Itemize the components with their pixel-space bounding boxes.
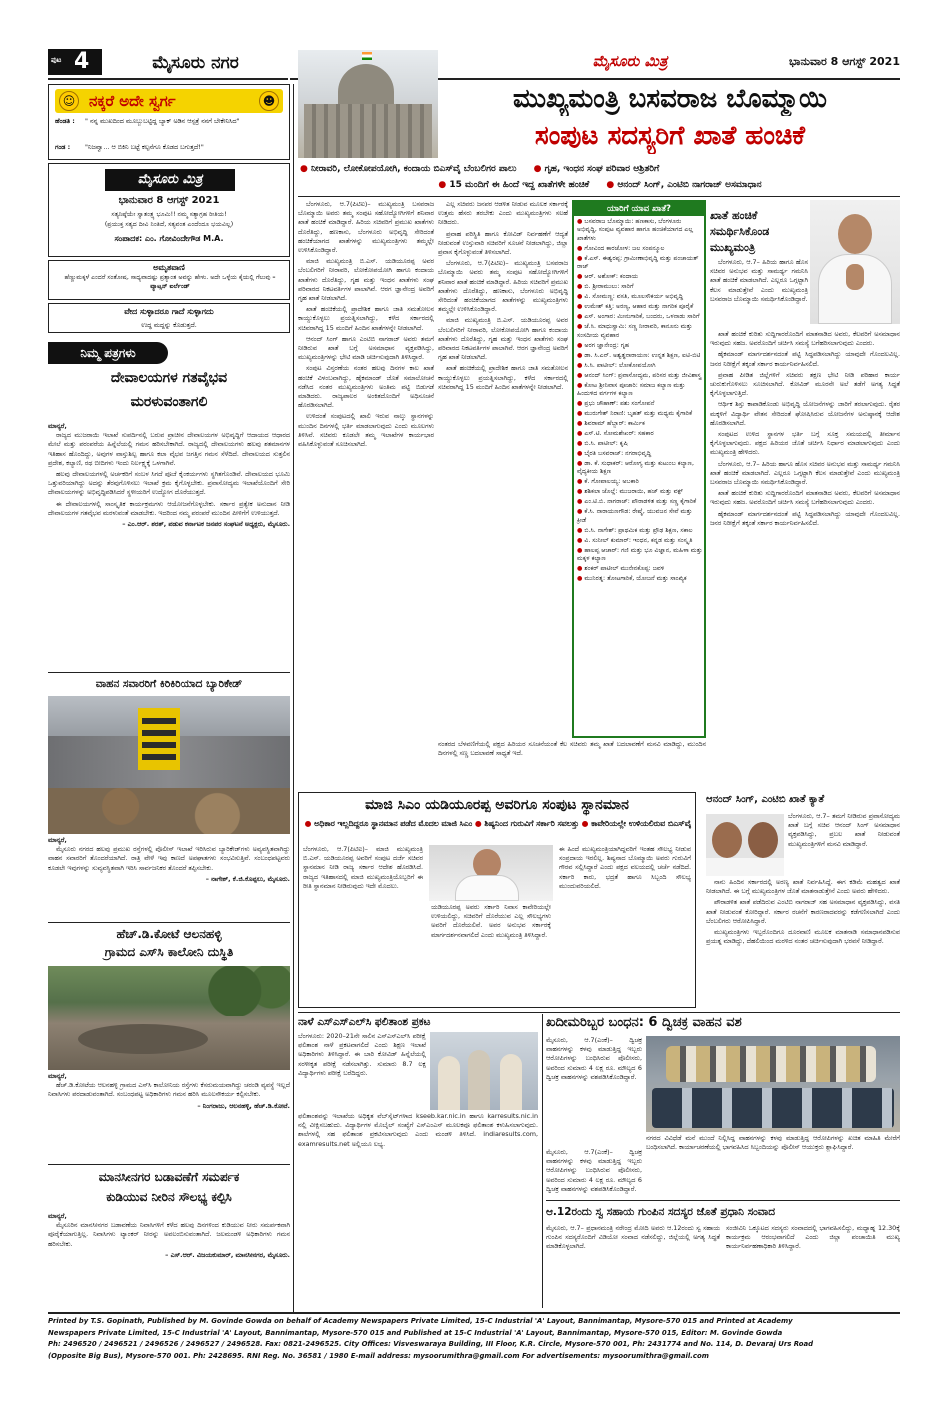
student-3: [500, 1054, 522, 1110]
lead-subhead-row-2: [300, 178, 900, 192]
letter1-rule: [48, 672, 290, 673]
portfolio-item: [577, 273, 703, 281]
cm-hands: [846, 264, 864, 290]
cm-para-4: ಪ್ರವಾಹ ಪೀಡಿತ ಜಿಲ್ಲೆಗಳಿಗೆ ಸಚಿವರು ತಕ್ಷಣ ಭೇಟಿ ನೀಡಿ ಪರಿಹಾರ ಕಾರ್ಯ ಚುರುಕುಗೊಳಿಸಲು ಸೂಚಿಸಲಾಗಿದೆ. ಕೋವಿಡ್ ಮೂರನೇ ಅಲೆ ತಡೆಗೆ ಅಗತ್ಯ ಸಿದ್ಧತೆ ಕೈಗೊಳ್ಳಲಾಗುತ್ತಿದೆ.: [710, 370, 900, 398]
anand-body-side: ಬೆಂಗಳೂರು, ಆ.7– ತಮಗೆ ನೀಡಿರುವ ಪ್ರವಾಸೋದ್ಯಮ ಖಾತೆ ಬಗ್ಗೆ ಸಚಿವ ಆನಂದ್ ಸಿಂಗ್ ಅಸಮಾಧಾನ ವ್ಯಕ್ತಪಡಿಸಿದ್ದು, ಪ್ರಬಲ ಖಾತೆ ನೀಡುವಂತೆ ಮುಖ್ಯಮಂತ್ರಿಗಳಿಗೆ ಮನವಿ ಮಾಡಿದ್ದಾರೆ.: [788, 812, 900, 848]
bullet-icon: ●: [577, 371, 585, 379]
bullet-icon: ●: [577, 460, 585, 468]
cm-para-6: ಸಂಪುಟದ ಉಳಿದ ಸ್ಥಾನಗಳ ಭರ್ತಿ ಬಗ್ಗೆ ಸೂಕ್ತ ಸಮಯದಲ್ಲಿ ತೀರ್ಮಾನ ಕೈಗೊಳ್ಳಲಾಗುವುದು. ಪಕ್ಷದ ಹಿರಿಯರ ಜೊತೆ ಚರ್ಚಿಸಿ ನಿರ್ಧಾರ ಮಾಡಲಾಗುವುದು ಎಂದು ಮುಖ್ಯಮಂತ್ರಿ ಹೇಳಿದರು.: [710, 430, 900, 457]
cm-head: [838, 214, 872, 254]
portfolio-item: [577, 527, 703, 535]
bsy-sub-1: ಅಧಿಕಾರ ಇಲ್ಲದಿದ್ದರೂ ಸ್ಥಾನಮಾನ ಪಡೆದ ಮೊದಲ ಮಾಜಿ ಸಿಎಂ: [314, 819, 473, 828]
portfolio-item-text: ವಿ. ಸುನೀಲ್ ಕುಮಾರ್: ಇಂಧನ, ಕನ್ನಡ ಮತ್ತು ಸಂಸ್ಕೃತಿ: [584, 536, 693, 544]
imprint-line-3: Ph: 2496520 / 2496521 / 2496526 / 2496527 / 2496528. Fax: 0821-2496525. City Offices: Visveswaraya Building, III Floor, K.R. Circle, Mysore-570 001, Ph: 2431774 and No. 114, D. Devaraj Urs Road: [48, 1340, 814, 1348]
portfolio-title: ಯಾರಿಗೆ ಯಾವ ಖಾತೆ?: [574, 202, 704, 216]
lead-col1-para-4: ಆನಂದ್ ಸಿಂಗ್ ಹಾಗೂ ಎಂಟಿಬಿ ನಾಗರಾಜ್ ಅವರು ತಮಗೆ ನೀಡಿರುವ ಖಾತೆ ಬಗ್ಗೆ ಅಸಮಾಧಾನ ವ್ಯಕ್ತಪಡಿಸಿದ್ದು, ಮುಖ್ಯಮಂತ್ರಿಗಳನ್ನು ಭೇಟಿ ಮಾಡಿ ಚರ್ಚಿಸುವುದಾಗಿ ತಿಳಿಸಿದ್ದಾರೆ.: [298, 334, 434, 362]
bsy-col-3: ಈ ಹಿಂದೆ ಮುಖ್ಯಮಂತ್ರಿಯಾಗಿದ್ದವರಿಗೆ ಇಂತಹ ಸೌಲಭ್ಯ ನೀಡುವ ಸಂಪ್ರದಾಯ ಇರಲಿಲ್ಲ. ಶಿಷ್ಯನಾದ ಬೊಮ್ಮಾಯಿ ಅವರು ಗುರುವಿಗೆ ಗೌರವ ಸಲ್ಲಿಸಿದ್ದಾರೆ ಎಂದು ಪಕ್ಷದ ವಲಯದಲ್ಲಿ ಚರ್ಚೆ ನಡೆದಿದೆ. ಸರ್ಕಾರಿ ಕಾರು, ಭದ್ರತೆ ಹಾಗೂ ಸಿಬ್ಬಂದಿ ಸೌಲಭ್ಯ ಮುಂದುವರಿಯಲಿದೆ.: [559, 845, 691, 890]
portfolio-item: [577, 440, 703, 448]
portfolio-item-text: ಬಿ. ಶ್ರೀರಾಮುಲು: ಸಾರಿಗೆ: [584, 283, 634, 291]
portfolio-item-text: ಸಿ.ಸಿ. ಪಾಟೀಲ್: ಲೋಕೋಪಯೋಗಿ: [584, 361, 656, 369]
page-number-block: [48, 49, 102, 75]
letter2-rule: [48, 922, 290, 923]
portfolio-item-text: ಕೆ. ಗೋಪಾಲಯ್ಯ: ಅಬಕಾರಿ: [584, 478, 639, 486]
imprint: [48, 1316, 900, 1364]
colony-road-photo: [48, 966, 290, 1070]
lead-sub-2: ಗೃಹ, ಇಂಧನ ಸಂಘ ಪರಿವಾರ ಆಶ್ರಿತರಿಗೆ: [544, 164, 660, 174]
lead-headline-2: ಸಂಪುಟ ಸದಸ್ಯರಿಗೆ ಖಾತೆ ಹಂಚಿಕೆ: [534, 121, 806, 151]
page-number: 4: [74, 49, 90, 74]
bullet-icon: ●: [533, 164, 542, 174]
joke-speaker-1: ಹೆಂಡತಿ :: [55, 117, 75, 125]
bullet-icon: ●: [577, 313, 585, 321]
letter4-body: [48, 1212, 290, 1308]
portfolio-item: [577, 342, 703, 350]
cm-para-9: ಹೈಕಮಾಂಡ್ ಮಾರ್ಗದರ್ಶನದಂತೆ ಪಟ್ಟಿ ಸಿದ್ಧಪಡಿಸಲಾಗಿದ್ದು ಯಾವುದೇ ಗೊಂದಲವಿಲ್ಲ. ಜನರ ನಿರೀಕ್ಷೆಗೆ ತಕ್ಕಂತೆ ಸರ್ಕಾರ ಕಾರ್ಯನಿರ್ವಹಿಸಲಿದೆ.: [710, 509, 900, 527]
portfolio-item-text: ಶಂಕರ್ ಪಾಟೀಲ್ ಮುನೇನಕೊಪ್ಪ: ಜವಳಿ: [584, 565, 665, 573]
letter1-para-2: ಹಲವು ದೇವಾಲಯಗಳಲ್ಲಿ ಅರ್ಚಕರಿಗೆ ಸಂಬಳ ಸಿಗದೆ ಪೂಜೆ ಕೈಂಕರ್ಯಗಳು ಸ್ಥಗಿತಗೊಂಡಿವೆ. ದೇವಾಲಯದ ಭೂಮಿ ಒತ್ತುವರಿಯಾಗಿದ್ದು ಅದನ್ನು ತೆರವುಗೊಳಿಸಲು ಇಲಾಖೆ ಕ್ರಮ ಕೈಗೊಳ್ಳಬೇಕು. ಪ್ರವಾಸೋದ್ಯಮ ಇಲಾಖೆಯೊಂದಿಗೆ ಸೇರಿ ದೇವಾಲಯಗಳನ್ನು ಅಭಿವೃದ್ಧಿಪಡಿಸಿದರೆ ಸ್ಥಳೀಯರಿಗೆ ಉದ್ಯೋಗ ದೊರೆಯುತ್ತದೆ.: [48, 470, 290, 497]
portfolio-item: [577, 488, 703, 496]
letter1-para-1: ರಾಜ್ಯದ ಮುಜರಾಯಿ ಇಲಾಖೆ ಸುಪರ್ದಿನಲ್ಲಿ ಬರುವ ಪ್ರಾಚೀನ ದೇವಾಲಯಗಳ ಅಭಿವೃದ್ಧಿಗೆ ಆದಾಯದ ಆಧಾರದ ಮೇಲೆ ಮತ್ತು ಪರಂಪರೆಯ ಹಿನ್ನೆಲೆಯಲ್ಲಿ ಗಮನ ಹರಿಸಬೇಕಾಗಿದೆ. ರಾಜ್ಯದಲ್ಲಿ ದೇವಾಲಯಗಳು ಹಲವು ಶತಮಾನಗಳ ಇತಿಹಾಸ ಹೊಂದಿದ್ದು, ಅವುಗಳ ವಾಸ್ತುಶಿಲ್ಪ ಹಾಗೂ ಕಲಾ ವೈಭವ ಜಗತ್ತಿನ ಗಮನ ಸೆಳೆದಿದೆ. ದೇವಾಲಯದ ಸುತ್ತಲಿನ ಪ್ರದೇಶ, ಕಲ್ಯಾಣಿ, ರಥ ಬೀದಿಗಳು ಇಂದು ನಿರ್ಲಕ್ಷ್ಯಕ್ಕೆ ಒಳಗಾಗಿವೆ.: [48, 431, 290, 467]
cm-headline-3: ಮುಖ್ಯಮಂತ್ರಿ: [710, 241, 756, 254]
left-column-divider: [293, 84, 294, 1312]
quote-author: – ವ್ಯಾಟ್ಸನ್ ಐರ್ಲೆಂಡ್: [150, 274, 276, 290]
bullet-icon: ●: [577, 400, 585, 408]
lead-column-1: [298, 200, 434, 734]
cm-para-2: ಖಾತೆ ಹಂಚಿಕೆ ಕುರಿತು ಸುದ್ದಿಗಾರರೊಂದಿಗೆ ಮಾತನಾಡಿದ ಅವರು, ಕೆಲವರಿಗೆ ಅಸಮಾಧಾನ ಇರುವುದು ಸಹಜ. ಅವರೊಂದಿಗೆ ಚರ್ಚಿಸಿ ಸಮಸ್ಯೆ ಬಗೆಹರಿಸಲಾಗುವುದು ಎಂದರು.: [710, 330, 900, 348]
muddy-water: [78, 1024, 208, 1054]
joke-box: [48, 84, 290, 160]
portfolio-item: [577, 245, 703, 253]
theft-col-3: ಮೈಸೂರು, ಆ.7(ಎಂಕೆ)– ದ್ವಿಚಕ್ರ ವಾಹನಗಳನ್ನು ಕಳವು ಮಾಡುತ್ತಿದ್ದ ಇಬ್ಬರು ಆರೋಪಿಗಳನ್ನು ಬಂಧಿಸಿರುವ ಪೊಲೀಸರು, ಅವರಿಂದ ಸುಮಾರು 4 ಲಕ್ಷ ರೂ. ಮೌಲ್ಯದ 6 ದ್ವಿಚಕ್ರ ವಾಹನಗಳನ್ನು ವಶಪಡಿಸಿಕೊಂಡಿದ್ದಾರೆ.: [546, 1148, 642, 1193]
portfolio-item-text: ಎಂ.ಟಿ.ಬಿ. ನಾಗರಾಜ್: ಪೌರಾಡಳಿತ ಮತ್ತು ಸಣ್ಣ ಕೈಗಾರಿಕೆ: [584, 498, 697, 506]
portfolio-item-text: ಬಸವರಾಜ ಬೊಮ್ಮಾಯಿ: ಹಣಕಾಸು, ಬೆಂಗಳೂರು ಅಭಿವೃದ್ಧಿ, ಸಂಪುಟ ವ್ಯವಹಾರ ಹಾಗೂ ಹಂಚಿಕೆಯಾಗದ ಎಲ್ಲ ಖಾತೆಗಳು: [577, 218, 694, 242]
theft-rule: [546, 1200, 900, 1201]
bullet-icon: ●: [577, 361, 585, 369]
theft-col-1: ಮೈಸೂರು, ಆ.7(ಎಂಕೆ)– ದ್ವಿಚಕ್ರ ವಾಹನಗಳನ್ನು ಕಳವು ಮಾಡುತ್ತಿದ್ದ ಇಬ್ಬರು ಆರೋಪಿಗಳನ್ನು ಬಂಧಿಸಿರುವ ಪೊಲೀಸರು, ಅವರಿಂದ ಸುಮಾರು 4 ಲಕ್ಷ ರೂ. ಮೌಲ್ಯದ 6 ದ್ವಿಚಕ್ರ ವಾಹನಗಳನ್ನು ವಶಪಡಿಸಿಕೊಂಡಿದ್ದಾರೆ.: [546, 1036, 642, 1081]
quote-box: [48, 260, 290, 300]
sslc-divider: [542, 1014, 543, 1308]
lead-subhead-row-1: [300, 162, 900, 176]
bullet-icon: ●: [577, 508, 585, 516]
portfolio-item: [577, 537, 703, 545]
laughing-face-icon: ☺: [59, 91, 79, 111]
joke-title-bar: [55, 89, 283, 113]
bullet-icon: ●: [577, 440, 585, 448]
portfolio-item: [577, 547, 703, 564]
portfolio-item-text: ಬೈರತಿ ಬಸವರಾಜ್: ನಗರಾಭಿವೃದ್ಧಿ: [584, 450, 652, 458]
portfolio-item: [577, 218, 703, 243]
bullet-icon: ●: [577, 430, 585, 438]
portfolio-item-text: ಉಮೇಶ್ ಕತ್ತಿ: ಅರಣ್ಯ, ಆಹಾರ ಮತ್ತು ನಾಗರಿಕ ಪೂರೈಕೆ: [584, 303, 694, 311]
lead-col2-para-5: ಖಾತೆ ಹಂಚಿಕೆಯಲ್ಲಿ ಪ್ರಾದೇಶಿಕ ಹಾಗೂ ಜಾತಿ ಸಮತೋಲನ ಕಾಯ್ದುಕೊಳ್ಳಲು ಪ್ರಯತ್ನಿಸಲಾಗಿದ್ದು, ಕಳೆದ ಸರ್ಕಾರದಲ್ಲಿ ಸಚಿವರಾಗಿದ್ದ 15 ಮಂದಿಗೆ ಹಿಂದಿನ ಖಾತೆಗಳನ್ನೇ ನೀಡಲಾಗಿದೆ.: [438, 364, 568, 391]
sslc-col-2: ಫಲಿತಾಂಶವನ್ನು ಇಲಾಖೆಯ ಅಧಿಕೃತ ವೆಬ್‌ಸೈಟ್‌ಗಳಾದ kseeb.kar.nic.in ಹಾಗೂ karresults.nic.in ನಲ್ಲಿ ವೀಕ್ಷಿಸಬಹುದು. ವಿದ್ಯಾರ್ಥಿಗಳ ಮೊಬೈಲ್ ಸಂಖ್ಯೆಗೆ ಎಸ್‌ಎಂಎಸ್ ಮೂಲಕವೂ ಫಲಿತಾಂಶ ಕಳುಹಿಸಲಾಗುವುದು. ಶಾಲೆಗಳಲ್ಲಿ ಸಹ ಫಲಿತಾಂಶ ಪ್ರಕಟಿಸಲಾಗುವುದು ಎಂದು ಮಂಡಳಿ ತಿಳಿಸಿದೆ. indiaresults.com, examresults.net ಅಲ್ಲಿಯೂ ಲಭ್ಯ.: [298, 1112, 538, 1148]
cm-para-8: ಖಾತೆ ಹಂಚಿಕೆ ಕುರಿತು ಸುದ್ದಿಗಾರರೊಂದಿಗೆ ಮಾತನಾಡಿದ ಅವರು, ಕೆಲವರಿಗೆ ಅಸಮಾಧಾನ ಇರುವುದು ಸಹಜ. ಅವರೊಂದಿಗೆ ಚರ್ಚಿಸಿ ಸಮಸ್ಯೆ ಬಗೆಹರಿಸಲಾಗುವುದು ಎಂದರು.: [710, 489, 900, 507]
anand-para-2: ನಾನು ಹಿಂದಿನ ಸರ್ಕಾರದಲ್ಲಿ ಅರಣ್ಯ ಖಾತೆ ನಿರ್ವಹಿಸಿದ್ದೆ. ಈಗ ಕಡಿಮೆ ಮಹತ್ವದ ಖಾತೆ ನೀಡಲಾಗಿದೆ. ಈ ಬಗ್ಗೆ ಮುಖ್ಯಮಂತ್ರಿಗಳ ಜೊತೆ ಮಾತನಾಡುತ್ತೇನೆ ಎಂದು ಅವರು ಹೇಳಿದರು.: [706, 878, 900, 896]
letter1-headline-1: ದೇವಾಲಯಗಳ ಗತವೈಭವ: [110, 370, 228, 386]
bullet-icon: ●: [577, 410, 585, 418]
lead-sub-3: 15 ಮಂದಿಗೆ ಈ ಹಿಂದೆ ಇದ್ದ ಖಾತೆಗಳೇ ಹಂಚಿಕೆ: [449, 180, 590, 190]
letter1-headline-2: ಮರಳುವಂತಾಗಲಿ: [130, 394, 208, 410]
portfolio-item: [577, 508, 703, 525]
portfolio-item-text: ಹಾಲಪ್ಪ ಆಚಾರ್: ಗಣಿ ಮತ್ತು ಭೂ ವಿಜ್ಞಾನ, ಮಹಿಳಾ ಮತ್ತು ಮಕ್ಕಳ ಕಲ್ಯಾಣ: [577, 546, 703, 563]
anand-para-3: ಪೌರಾಡಳಿತ ಖಾತೆ ಪಡೆದಿರುವ ಎಂಟಿಬಿ ನಾಗರಾಜ್ ಸಹ ಅಸಮಾಧಾನ ವ್ಯಕ್ತಪಡಿಸಿದ್ದು, ವಸತಿ ಖಾತೆ ನೀಡುವಂತೆ ಕೋರಿದ್ದಾರೆ. ಸರ್ಕಾರ ರಚನೆಗೆ ಕಾರಣರಾದವರನ್ನು ಕಡೆಗಣಿಸಲಾಗಿದೆ ಎಂದು ಬೆಂಬಲಿಗರು ಆರೋಪಿಸಿದ್ದಾರೆ.: [706, 898, 900, 925]
portfolio-item-text: ಆನಂದ್ ಸಿಂಗ್: ಪ್ರವಾಸೋದ್ಯಮ, ಪರಿಸರ ಮತ್ತು ಜೀವಿಶಾಸ್ತ್ರ: [584, 371, 702, 379]
bullet-icon: ●: [581, 819, 589, 828]
letter1-salutation: ಮಾನ್ಯರೆ,: [48, 422, 67, 430]
portfolio-item: [577, 430, 703, 438]
letter1-body: [48, 422, 290, 670]
theft-headline: ಖದೀಮರಿಬ್ಬರ ಬಂಧನ: 6 ದ್ವಿಚಕ್ರ ವಾಹನ ವಶ: [546, 1015, 742, 1030]
bsy-portrait-photo: [429, 845, 553, 901]
sslc-headline: ನಾಳೆ ಎಸ್‌ಎಸ್‌ಎಲ್‌ಸಿ ಫಲಿತಾಂಶ ಪ್ರಕಟ: [298, 1016, 431, 1028]
police-group: [666, 1046, 876, 1082]
portfolio-item: [577, 450, 703, 458]
bullet-icon: ●: [577, 351, 585, 359]
letter2-text: ಮೈಸೂರು ನಗರದ ಹಲವು ಪ್ರಮುಖ ರಸ್ತೆಗಳಲ್ಲಿ ಪೊಲೀಸ್ ಇಲಾಖೆ ಇರಿಸಿರುವ ಬ್ಯಾರಿಕೇಡ್‌ಗಳು ಅವ್ಯವಸ್ಥಿತವಾಗಿದ್ದು ವಾಹನ ಸವಾರರಿಗೆ ತೊಂದರೆಯಾಗಿದೆ. ರಾತ್ರಿ ವೇಳೆ ಇವು ಕಾಣದೆ ಅಪಘಾತಗಳು ಸಂಭವಿಸುತ್ತಿವೆ. ಸಂಬಂಧಪಟ್ಟವರು ಕೂಡಲೇ ಇವುಗಳನ್ನು ಸುವ್ಯವಸ್ಥಿತವಾಗಿ ಇರಿಸಿ ಸಾರ್ವಜನಿಕರ ತೊಂದರೆ ತಪ್ಪಿಸಬೇಕು.: [48, 845, 290, 872]
bullet-icon: ●: [577, 450, 585, 458]
portfolio-item-text: ಜೆ.ಸಿ. ಮಾಧುಸ್ವಾಮಿ: ಸಣ್ಣ ನೀರಾವರಿ, ಕಾನೂನು ಮತ್ತು ಸಂಸದೀಯ ವ್ಯವಹಾರ: [577, 323, 693, 339]
portfolio-item: [577, 478, 703, 486]
letter4-headline-1: ಮಾನಸೀನಗರ ಬಡಾವಣೆಗೆ ಸಮರ್ಪಕ: [98, 1170, 240, 1184]
lead-sub-4: ಆನಂದ್ ಸಿಂಗ್, ಎಂಟಿಬಿ ನಾಗರಾಜ್ ಅಸಮಾಧಾನ: [617, 180, 762, 190]
lead-col2-para-4: ಮಾಜಿ ಮುಖ್ಯಮಂತ್ರಿ ಬಿ.ಎಸ್. ಯಡಿಯೂರಪ್ಪ ಅವರ ಬೆಂಬಲಿಗರಿಗೆ ನೀರಾವರಿ, ಲೋಕೋಪಯೋಗಿ ಹಾಗೂ ಕಂದಾಯ ಖಾತೆಗಳು ದೊರೆತಿದ್ದು, ಗೃಹ ಮತ್ತು ಇಂಧನ ಖಾತೆಗಳು ಸಂಘ ಪರಿವಾರದ ನಿಕಟವರ್ತಿಗಳ ಪಾಲಾಗಿವೆ. ಆರಗ ಜ್ಞಾನೇಂದ್ರ ಅವರಿಗೆ ಗೃಹ ಖಾತೆ ನೀಡಲಾಗಿದೆ.: [438, 316, 568, 362]
lead-sub-1: ನೀರಾವರಿ, ಲೋಕೋಪಯೋಗಿ, ಕಂದಾಯ ಬಿಎಸ್‌ವೈ ಬೆಂಬಲಿಗರ ಪಾಲು: [311, 164, 517, 174]
student-2: [468, 1050, 490, 1110]
proverb-line-2: ಉದ್ಧ ಮದ್ದನ್ನು ಕೊಡುತ್ತದೆ.: [141, 321, 197, 329]
bullet-icon: ●: [577, 244, 585, 252]
bsy-headline: ಮಾಜಿ ಸಿಎಂ ಯಡಿಯೂರಪ್ಪ ಅವರಿಗೂ ಸಂಪುಟ ಸ್ಥಾನಮಾನ: [365, 797, 629, 813]
quote-body: ಹೆಣ್ಣುಮಕ್ಕಳೆ ಎಂದರೆ ಸಂತೋಷ, ಸಾಧ್ಯವಾದಷ್ಟು ಪ್ರತ್ಯಾಂತ ಅವನ್ನು ಹೇಳು. ಅದೇ ಒಳ್ಳೆಯ ಕೈಯಲ್ಲಿ ಗೆಲುವು: [64, 274, 271, 281]
paper-editor: ಸಂಪಾದಕ: ಎಂ. ಗೋವಿಂದೇಗೌಡ M.A.: [114, 234, 224, 243]
portfolio-item: [577, 313, 703, 321]
letter1-para-3: ಈ ದೇವಾಲಯಗಳಲ್ಲಿ ಸಾಂಸ್ಕೃತಿಕ ಕಾರ್ಯಕ್ರಮಗಳು ಆಯೋಜನೆಗೊಳ್ಳಬೇಕು. ಸರ್ಕಾರ ಪ್ರತ್ಯೇಕ ಅನುದಾನ ನೀಡಿ ದೇವಾಲಯಗಳ ಗತವೈಭವ ಮರಳುವಂತೆ ಮಾಡಬೇಕು. ಇದರಿಂದ ನಮ್ಮ ಪರಂಪರೆ ಮುಂದಿನ ಪೀಳಿಗೆಗೆ ಉಳಿಯುತ್ತದೆ.: [48, 499, 290, 517]
bsy-story: [298, 792, 696, 1008]
lead-column-2: [438, 200, 568, 734]
joke-text-1: " ನನ್ನ ಮುಖದಿಂದ ಮೂಬ್ಬುಬಟ್ಟಿದ್ದ ಬ್ಯಾಕ್‌ ಅಡಿನ ಆಸ್ಪತ್ರೆ ನನಗೆ ಬೇಕೇನಿಸಿದ": [85, 117, 240, 125]
portfolio-item: [577, 303, 703, 311]
letter3-text: ಹೆಚ್.ಡಿ.ಕೋಟೆಯ ಆಲನಹಳ್ಳಿ ಗ್ರಾಮದ ಎಸ್‌ಸಿ ಕಾಲೋನಿಯ ರಸ್ತೆಗಳು ಕೆಸರುಮಯವಾಗಿದ್ದು ಚರಂಡಿ ವ್ಯವಸ್ಥೆ ಇಲ್ಲದೆ ನಿವಾಸಿಗಳು ಪರದಾಡುವಂತಾಗಿದೆ. ಸಂಬಂಧಪಟ್ಟ ಅಧಿಕಾರಿಗಳು ಗಮನ ಹರಿಸಿ ಮೂಲಸೌಕರ್ಯ ಕಲ್ಪಿಸಬೇಕು.: [48, 1081, 290, 1099]
bullet-icon: ●: [577, 536, 585, 544]
letter3-rule: [48, 1164, 290, 1165]
portfolio-list: [577, 218, 703, 585]
bullet-icon: ●: [304, 819, 312, 828]
portfolio-item: [577, 382, 703, 399]
paper-tagline-1: ಸತ್ಯನಿಷ್ಠೆಯೇ ಸ್ವಾತಂತ್ರ್ಯ ಭೂಮಿ!! ನಮ್ಮ ಸತ್ಯಾಗ್ರಹ ರೀತಿಯ!: [111, 211, 227, 218]
portfolio-item-text: ಮುರುಗೇಶ್ ನಿರಾಣಿ: ಬೃಹತ್ ಮತ್ತು ಮಧ್ಯಮ ಕೈಗಾರಿಕೆ: [584, 410, 693, 418]
bsy-col-1: ಬೆಂಗಳೂರು, ಆ.7(ಪಿಟಿಐ)– ಮಾಜಿ ಮುಖ್ಯಮಂತ್ರಿ ಬಿ.ಎಸ್. ಯಡಿಯೂರಪ್ಪ ಅವರಿಗೆ ಸಂಪುಟ ದರ್ಜೆ ಸಚಿವರ ಸ್ಥಾನಮಾನ ನೀಡಿ ರಾಜ್ಯ ಸರ್ಕಾರ ಆದೇಶ ಹೊರಡಿಸಿದೆ. ರಾಜ್ಯದ ಇತಿಹಾಸದಲ್ಲಿ ಮಾಜಿ ಮುಖ್ಯಮಂತ್ರಿಯೊಬ್ಬರಿಗೆ ಈ ರೀತಿ ಸ್ಥಾನಮಾನ ನೀಡಿರುವುದು ಇದೇ ಮೊದಲು.: [303, 845, 423, 890]
anand-story: [706, 792, 900, 1008]
imprint-line-1: Printed by T.S. Gopinath, Published by M. Govinde Gowda on behalf of Academy Newspapers Private Limited, 15-C Industrial 'A' Layout, Bannimantap, Mysore-570 015 and Printed at Academy: [48, 1317, 793, 1325]
portfolio-item-text: ವಿ. ಸೋಮಣ್ಣ: ವಸತಿ, ಮೂಲಸೌಕರ್ಯ ಅಭಿವೃದ್ಧಿ: [584, 293, 684, 301]
portfolio-item: [577, 498, 703, 506]
bullet-icon: ●: [577, 254, 585, 262]
anand-body: [706, 878, 900, 1006]
masthead-rule: [48, 78, 288, 80]
anand-face: [712, 822, 742, 858]
bullet-icon: ●: [577, 478, 585, 486]
paper-tagline-2: (ಪ್ರಯುಕ್ತ ಸತ್ಯದ ದೀವಿ ನಿಂತಿದೆ, ಸತ್ಯವಂತ ಎಂದೆಂದೂ ಭಯವಿಲ್ಲ): [104, 221, 234, 228]
student-1: [438, 1056, 460, 1110]
bsy-sub-2: ಶಿಷ್ಯನಿಂದ ಗುರುವಿಗೆ ಸರ್ಕಾರಿ ಸವಲತ್ತು: [484, 819, 579, 828]
portfolio-item-text: ಪ್ರಭು ಚೌಹಾಣ್: ಪಶು ಸಂಗೋಪನೆ: [584, 400, 655, 408]
anand-mtb-photo: [706, 814, 784, 876]
paper-info-box: [48, 163, 290, 257]
shirt-shape: [706, 858, 784, 876]
bsy-sub-3: ಕಾವೇರಿಯಲ್ಲೇ ಉಳಿಯಲಿರುವ ಬಿಎಸ್‌ವೈ: [591, 819, 692, 828]
bullet-icon: ●: [577, 273, 585, 281]
portfolio-item: [577, 410, 703, 418]
bullet-icon: ●: [438, 180, 447, 190]
portfolio-item: [577, 352, 703, 360]
cm-side-story: [710, 200, 900, 788]
shg-col-2: ಸಂಜೀವಿನಿ ಒಕ್ಕೂಟದ ಸದಸ್ಯರು ಸಂವಾದದಲ್ಲಿ ಭಾಗವಹಿಸಲಿದ್ದು, ಮಧ್ಯಾಹ್ನ 12.30ಕ್ಕೆ ಕಾರ್ಯಕ್ರಮ ಆರಂಭವಾಗಲಿದೆ ಎಂದು ಜಿಲ್ಲಾ ಪಂಚಾಯಿತಿ ಮುಖ್ಯ ಕಾರ್ಯನಿರ್ವಹಣಾಧಿಕಾರಿ ತಿಳಿಸಿದ್ದಾರೆ.: [726, 1224, 900, 1251]
joke-line-1: [55, 117, 285, 126]
bullet-icon: ●: [474, 819, 482, 828]
bullet-icon: ●: [606, 180, 615, 190]
cm-headline-2: ಸಮರ್ಥಿಸಿಕೊಂಡ: [710, 225, 770, 238]
lead-col1-para-1: ಬೆಂಗಳೂರು, ಆ.7(ಪಿಟಿಐ)– ಮುಖ್ಯಮಂತ್ರಿ ಬಸವರಾಜ ಬೊಮ್ಮಾಯಿ ಅವರು ತಮ್ಮ ಸಂಪುಟ ಸಹೋದ್ಯೋಗಿಗಳಿಗೆ ಶನಿವಾರ ಖಾತೆ ಹಂಚಿಕೆ ಮಾಡಿದ್ದಾರೆ. ಹಿರಿಯ ಸಚಿವರಿಗೆ ಪ್ರಮುಖ ಖಾತೆಗಳು ದೊರೆತಿದ್ದು, ಹಣಕಾಸು, ಬೆಂಗಳೂರು ಅಭಿವೃದ್ಧಿ ಸೇರಿದಂತೆ ಹಂಚಿಕೆಯಾಗದ ಖಾತೆಗಳನ್ನು ಮುಖ್ಯಮಂತ್ರಿಗಳು ತಮ್ಮಲ್ಲೇ ಉಳಿಸಿಕೊಂಡಿದ್ದಾರೆ.: [298, 200, 434, 255]
cm-headline-1: ಖಾತೆ ಹಂಚಿಕೆ: [710, 209, 758, 222]
joke-title: ನಕ್ಕರೆ ಅದೇ ಸ್ವರ್ಗ: [89, 92, 176, 110]
lead-col2-para-3: ಬೆಂಗಳೂರು, ಆ.7(ಪಿಟಿಐ)– ಮುಖ್ಯಮಂತ್ರಿ ಬಸವರಾಜ ಬೊಮ್ಮಾಯಿ ಅವರು ತಮ್ಮ ಸಂಪುಟ ಸಹೋದ್ಯೋಗಿಗಳಿಗೆ ಶನಿವಾರ ಖಾತೆ ಹಂಚಿಕೆ ಮಾಡಿದ್ದಾರೆ. ಹಿರಿಯ ಸಚಿವರಿಗೆ ಪ್ರಮುಖ ಖಾತೆಗಳು ದೊರೆತಿದ್ದು, ಹಣಕಾಸು, ಬೆಂಗಳೂರು ಅಭಿವೃದ್ಧಿ ಸೇರಿದಂತೆ ಹಂಚಿಕೆಯಾಗದ ಖಾತೆಗಳನ್ನು ಮುಖ್ಯಮಂತ್ರಿಗಳು ತಮ್ಮಲ್ಲೇ ಉಳಿಸಿಕೊಂಡಿದ್ದಾರೆ.: [438, 259, 568, 314]
shg-col-1: ಮೈಸೂರು, ಆ.7– ಪ್ರಧಾನಮಂತ್ರಿ ನರೇಂದ್ರ ಮೋದಿ ಅವರು ಆ.12ರಂದು ಸ್ವ ಸಹಾಯ ಗುಂಪಿನ ಸದಸ್ಯರೊಂದಿಗೆ ವಿಡಿಯೋ ಸಂವಾದ ನಡೆಸಲಿದ್ದು, ಜಿಲ್ಲೆಯಲ್ಲಿ ಅಗತ್ಯ ಸಿದ್ಧತೆ ಮಾಡಿಕೊಳ್ಳಲಾಗಿದೆ.: [546, 1224, 720, 1251]
lead-headline-1: ಮುಖ್ಯಮಂತ್ರಿ ಬಸವರಾಜ ಬೊಮ್ಮಾಯಿ: [513, 84, 827, 114]
portfolio-item-text: ಡಾ. ಕೆ. ಸುಧಾಕರ್: ಆರೋಗ್ಯ ಮತ್ತು ಕುಟುಂಬ ಕಲ್ಯಾಣ, ವೈದ್ಯಕೀಯ ಶಿಕ್ಷಣ: [577, 460, 694, 476]
seized-vehicles-photo: [646, 1036, 900, 1132]
paper-logo-top: ಮೈಸೂರು ಮಿತ್ರ: [592, 52, 668, 70]
joke-line-2: [55, 143, 285, 152]
quote-title: ಅಮೃತವಾಣಿ: [153, 263, 185, 272]
lead-col1-para-2: ಮಾಜಿ ಮುಖ್ಯಮಂತ್ರಿ ಬಿ.ಎಸ್. ಯಡಿಯೂರಪ್ಪ ಅವರ ಬೆಂಬಲಿಗರಿಗೆ ನೀರಾವರಿ, ಲೋಕೋಪಯೋಗಿ ಹಾಗೂ ಕಂದಾಯ ಖಾತೆಗಳು ದೊರೆತಿದ್ದು, ಗೃಹ ಮತ್ತು ಇಂಧನ ಖಾತೆಗಳು ಸಂಘ ಪರಿವಾರದ ನಿಕಟವರ್ತಿಗಳ ಪಾಲಾಗಿವೆ. ಆರಗ ಜ್ಞಾನೇಂದ್ರ ಅವರಿಗೆ ಗೃಹ ಖಾತೆ ನೀಡಲಾಗಿದೆ.: [298, 257, 434, 303]
portfolio-item: [577, 293, 703, 301]
bullet-icon: ●: [577, 218, 585, 225]
cm-body-text: [710, 330, 900, 788]
page-label: ಪುಟ: [51, 56, 62, 64]
quote-text: [55, 274, 285, 291]
joke-text-2: "ನಿಜವ್ವಾ... ಆ ಬಿಕಿನಿ ಬಟ್ಟೆ ಕಲ್ಪನೆಗೂ ಕೊಡದ ಬಗುತ್ತದೆ!": [85, 143, 204, 151]
letter2-salutation: ಮಾನ್ಯರೆ,: [48, 836, 67, 844]
portfolio-item-text: ಆರ್. ಅಶೋಕ್: ಕಂದಾಯ: [584, 273, 639, 281]
portfolio-item: [577, 255, 703, 272]
lead-col1-para-5: ಸಂಪುಟ ವಿಸ್ತರಣೆಯ ನಂತರ ಹಲವು ದಿನಗಳ ಕಾಲ ಖಾತೆ ಹಂಚಿಕೆ ವಿಳಂಬವಾಗಿದ್ದು, ಹೈಕಮಾಂಡ್ ಜೊತೆ ಸಮಾಲೋಚನೆ ನಡೆಸಿದ ನಂತರ ಮುಖ್ಯಮಂತ್ರಿಗಳು ಅಂತಿಮ ಪಟ್ಟಿ ಬಿಡುಗಡೆ ಮಾಡಿದರು. ರಾಜ್ಯಪಾಲರ ಅಂಕಿತದೊಂದಿಗೆ ಅಧಿಸೂಚನೆ ಹೊರಡಿಸಲಾಗಿದೆ.: [298, 364, 434, 410]
portfolio-item: [577, 565, 703, 573]
portfolio-item-text: ಎಸ್. ಅಂಗಾರ: ಮೀನುಗಾರಿಕೆ, ಬಂದರು, ಒಳನಾಡು ಸಾರಿಗೆ: [584, 313, 700, 321]
anand-para-4: ಮುಖ್ಯಮಂತ್ರಿಗಳು ಇಬ್ಬರೊಂದಿಗೂ ದೂರವಾಣಿ ಮೂಲಕ ಮಾತನಾಡಿ ಸಮಾಧಾನಪಡಿಸುವ ಪ್ರಯತ್ನ ಮಾಡಿದ್ದು, ದೆಹಲಿಯಿಂದ ಮರಳಿದ ನಂತರ ಚರ್ಚಿಸುವುದಾಗಿ ಭರವಸೆ ನೀಡಿದ್ದಾರೆ.: [706, 928, 900, 946]
bullet-icon: ●: [577, 488, 585, 496]
letter3-headline-2: ಗ್ರಾಮದ ಎಸ್‌ಸಿ ಕಾಲೋನಿ ದುಸ್ಥಿತಿ: [104, 945, 234, 959]
portfolio-item-text: ಎಸ್.ಟಿ. ಸೋಮಶೇಖರ್: ಸಹಕಾರ: [584, 430, 654, 438]
portfolio-item-text: ಕೋಟ ಶ್ರೀನಿವಾಸ ಪೂಜಾರಿ: ಸಮಾಜ ಕಲ್ಯಾಣ ಮತ್ತು ಹಿಂದುಳಿದ ವರ್ಗಗಳ ಕಲ್ಯಾಣ: [577, 381, 686, 398]
proverb-line-1: ವೇದ ಸುಳ್ಳಾದರೂ ಗಾದೆ ಸುಳ್ಳಾಗದು: [124, 307, 214, 316]
cartoon-face-icon: ☻: [259, 91, 279, 111]
cm-body-text-top: [710, 258, 808, 330]
barricade-photo: [48, 696, 290, 834]
portfolio-item: [577, 323, 703, 340]
bullet-icon: ●: [577, 575, 585, 583]
vidhana-soudha-photo: [298, 50, 438, 158]
portfolio-item: [577, 460, 703, 477]
letter2-signoff: – ನಾಗೇಶ್, ಕೆ.ಜಿ.ಕೊಪ್ಪಲು, ಮೈಸೂರು.: [205, 874, 290, 883]
bullet-icon: ●: [577, 498, 585, 506]
portfolio-item-text: ಶಶಿಕಲಾ ಜೊಲ್ಲೆ: ಮುಜರಾಯಿ, ಹಜ್ ಮತ್ತು ವಕ್ಫ್: [584, 488, 683, 496]
page-date: ಭಾನುವಾರ 8 ಆಗಸ್ಟ್ 2021: [789, 55, 900, 68]
letter2-headline: ವಾಹನ ಸವಾರರಿಗೆ ಕಿರಿಕಿರಿಯಾದ ಬ್ಯಾರಿಕೇಡ್: [95, 678, 243, 690]
portfolio-item: [577, 362, 703, 370]
sslc-col-1: ಬೆಂಗಳೂರು: 2020–21ನೇ ಸಾಲಿನ ಎಸ್‌ಎಸ್‌ಎಲ್‌ಸಿ ಪರೀಕ್ಷೆ ಫಲಿತಾಂಶ ನಾಳೆ ಪ್ರಕಟವಾಗಲಿದೆ ಎಂದು ಶಿಕ್ಷಣ ಇಲಾಖೆ ಅಧಿಕಾರಿಗಳು ತಿಳಿಸಿದ್ದಾರೆ. ಈ ಬಾರಿ ಕೋವಿಡ್ ಹಿನ್ನೆಲೆಯಲ್ಲಿ ಸರಳೀಕೃತ ಪರೀಕ್ಷೆ ನಡೆಸಲಾಗಿತ್ತು. ಸುಮಾರು 8.7 ಲಕ್ಷ ವಿದ್ಯಾರ್ಥಿಗಳು ಪರೀಕ್ಷೆ ಬರೆದಿದ್ದರು.: [298, 1032, 426, 1077]
portfolio-item-text: ಡಾ. ಸಿ.ಎನ್. ಅಶ್ವತ್ಥನಾರಾಯಣ: ಉನ್ನತ ಶಿಕ್ಷಣ, ಐಟಿ-ಬಿಟಿ: [584, 351, 701, 359]
trees-shape: [198, 966, 290, 1016]
bullet-icon: ●: [577, 303, 585, 311]
lead-rule: [298, 196, 900, 197]
portfolio-item-text: ಕೆ.ಸಿ. ನಾರಾಯಣಗೌಡ: ರೇಷ್ಮೆ, ಯುವಜನ ಸೇವೆ ಮತ್ತು ಕ್ರೀಡೆ: [577, 508, 693, 524]
letter4-salutation: ಮಾನ್ಯರೆ,: [48, 1212, 67, 1220]
bsy-col-2: ಯಡಿಯೂರಪ್ಪ ಅವರು ಸರ್ಕಾರಿ ನಿವಾಸ ಕಾವೇರಿಯಲ್ಲೇ ಉಳಿಯಲಿದ್ದು, ಸಚಿವರಿಗೆ ದೊರೆಯುವ ಎಲ್ಲ ಸೌಲಭ್ಯಗಳು ಅವರಿಗೆ ದೊರೆಯಲಿವೆ. ಅವರ ಅನುಭವ ಸರ್ಕಾರಕ್ಕೆ ಮಾರ್ಗದರ್ಶನವಾಗಲಿದೆ ಎಂದು ಮುಖ್ಯಮಂತ್ರಿ ತಿಳಿಸಿದ್ದಾರೆ.: [431, 903, 551, 939]
portfolio-item-text: ಅರಗ ಜ್ಞಾನೇಂದ್ರ: ಗೃಹ: [584, 341, 630, 349]
bullet-icon: ●: [577, 293, 585, 301]
bullet-icon: ●: [577, 420, 585, 428]
section-name: ಮೈಸೂರು ನಗರ: [152, 53, 239, 73]
portfolio-item: [577, 400, 703, 408]
portfolio-item-text: ಗೋವಿಂದ ಕಾರಜೋಳ: ಜಲ ಸಂಪನ್ಮೂಲ: [584, 244, 665, 252]
portfolio-footnote: ನಂತರದ ಬೆಳವಣಿಗೆಯಲ್ಲಿ ಪಕ್ಷದ ಹಿರಿಯರ ಸೂಚನೆಯಂತೆ ಕೆಲ ಸಚಿವರು ತಮ್ಮ ಖಾತೆ ಬದಲಾವಣೆಗೆ ಮನವಿ ಮಾಡಿದ್ದು, ಮುಂದಿನ ದಿನಗಳಲ್ಲಿ ಸಣ್ಣ ಬದಲಾವಣೆ ಸಾಧ್ಯತೆ ಇದೆ.: [438, 740, 706, 758]
portfolio-item: [577, 420, 703, 428]
portfolio-item-text: ಕೆ.ಎಸ್. ಈಶ್ವರಪ್ಪ: ಗ್ರಾಮೀಣಾಭಿವೃದ್ಧಿ ಮತ್ತು ಪಂಚಾಯತ್ ರಾಜ್: [577, 254, 699, 271]
portfolio-item: [577, 575, 703, 583]
bullet-icon: ●: [577, 341, 585, 349]
dome-shape: [338, 64, 394, 104]
letter3-headline-1: ಹೆಚ್.ಡಿ.ಕೋಟೆ ಆಲನಹಳ್ಳಿ: [116, 927, 222, 941]
joke-speaker-2: ಗಂಡ :: [55, 143, 71, 151]
letter3-signoff: – ನಿಂಗರಾಜು, ಆಲನಹಳ್ಳಿ, ಹೆಚ್.ಡಿ.ಕೋಟೆ.: [197, 1101, 290, 1110]
lead-col2-para-1: ಎಲ್ಲ ಸಚಿವರು ಜನಪರ ಆಡಳಿತ ನೀಡುವ ಮೂಲಕ ಸರ್ಕಾರಕ್ಕೆ ಉತ್ತಮ ಹೆಸರು ತರಬೇಕು ಎಂದು ಮುಖ್ಯಮಂತ್ರಿಗಳು ಸಲಹೆ ನೀಡಿದರು.: [438, 200, 568, 227]
bullet-icon: ●: [577, 283, 585, 291]
portfolio-item-text: ಶಿವರಾಮ್ ಹೆಬ್ಬಾರ್: ಕಾರ್ಮಿಕ: [584, 420, 645, 428]
imprint-line-2: Newspapers Private Limited, 15-C Industrial 'A' Layout, Bannimantap, Mysore-570 015 and Published at 15-C Industrial 'A' Layout, Bannimantap, Mysore-570 015, Editor: M. Govinde Gowda: [48, 1328, 783, 1337]
portfolio-item-text: ಬಿ.ಸಿ. ನಾಗೇಶ್: ಪ್ರಾಥಮಿಕ ಮತ್ತು ಪ್ರೌಢ ಶಿಕ್ಷಣ, ಸಕಾಲ: [584, 526, 693, 534]
lead-col1-para-6: ಉಳಿದಂತೆ ಸಂಪುಟದಲ್ಲಿ ಖಾಲಿ ಇರುವ ನಾಲ್ಕು ಸ್ಥಾನಗಳನ್ನು ಮುಂದಿನ ದಿನಗಳಲ್ಲಿ ಭರ್ತಿ ಮಾಡಲಾಗುವುದು ಎಂದು ಮೂಲಗಳು ತಿಳಿಸಿವೆ. ಸಚಿವರು ಕೂಡಲೇ ತಮ್ಮ ಇಲಾಖೆಗಳ ಕಾರ್ಯಭಾರ ವಹಿಸಿಕೊಳ್ಳುವಂತೆ ಸೂಚಿಸಲಾಗಿದೆ.: [298, 412, 434, 449]
debris-pile: [48, 788, 290, 834]
imprint-rule: [48, 1312, 900, 1314]
letter4-text: ಮೈಸೂರಿನ ಮಾನಸೀನಗರ ಬಡಾವಣೆಯ ನಿವಾಸಿಗಳಿಗೆ ಕಳೆದ ಹಲವು ದಿನಗಳಿಂದ ಕುಡಿಯುವ ನೀರು ಸಮರ್ಪಕವಾಗಿ ಪೂರೈಕೆಯಾಗುತ್ತಿಲ್ಲ. ನಿವಾಸಿಗಳು ಟ್ಯಾಂಕರ್ ನೀರನ್ನು ಅವಲಂಬಿಸುವಂತಾಗಿದೆ. ಜಲಮಂಡಳಿ ಅಧಿಕಾರಿಗಳು ಗಮನ ಹರಿಸಬೇಕು.: [48, 1221, 290, 1248]
bullet-icon: ●: [577, 565, 585, 573]
bullet-icon: ●: [577, 526, 585, 534]
shg-headline: ಆ.12ರಂದು ಸ್ವ ಸಹಾಯ ಗುಂಪಿನ ಸದಸ್ಯರ ಜೊತೆ ಪ್ರಧಾನಿ ಸಂವಾದ: [546, 1206, 776, 1218]
cm-para-7: ಬೆಂಗಳೂರು, ಆ.7– ಹಿರಿಯ ಹಾಗೂ ಹೊಸ ಸಚಿವರ ಅನುಭವ ಮತ್ತು ಸಾಮರ್ಥ್ಯ ಗಮನಿಸಿ ಖಾತೆ ಹಂಚಿಕೆ ಮಾಡಲಾಗಿದೆ. ಎಲ್ಲರೂ ಒಗ್ಗಟ್ಟಾಗಿ ಕೆಲಸ ಮಾಡುತ್ತೇವೆ ಎಂದು ಮುಖ್ಯಮಂತ್ರಿ ಬಸವರಾಜ ಬೊಮ್ಮಾಯಿ ಸಮರ್ಥಿಸಿಕೊಂಡಿದ್ದಾರೆ.: [710, 459, 900, 487]
scooters-row: [652, 1088, 894, 1128]
cm-portrait-photo: [810, 200, 900, 324]
paper-date: ಭಾನುವಾರ 8 ಆಗಸ್ಟ್ 2021: [118, 195, 220, 206]
letter2-body: [48, 836, 290, 920]
letter3-body: [48, 1072, 290, 1162]
proverb-box: [48, 303, 290, 333]
bullet-icon: ●: [577, 546, 585, 554]
mtb-face: [748, 822, 778, 858]
cm-para-1: ಬೆಂಗಳೂರು, ಆ.7– ಹಿರಿಯ ಹಾಗೂ ಹೊಸ ಸಚಿವರ ಅನುಭವ ಮತ್ತು ಸಾಮರ್ಥ್ಯ ಗಮನಿಸಿ ಖಾತೆ ಹಂಚಿಕೆ ಮಾಡಲಾಗಿದೆ. ಎಲ್ಲರೂ ಒಗ್ಗಟ್ಟಾಗಿ ಕೆಲಸ ಮಾಡುತ್ತೇವೆ ಎಂದು ಮುಖ್ಯಮಂತ್ರಿ ಬಸವರಾಜ ಬೊಮ್ಮಾಯಿ ಸಮರ್ಥಿಸಿಕೊಂಡಿದ್ದಾರೆ.: [710, 258, 808, 303]
theft-col-2: ನಗರದ ವಿವಿಧೆಡೆ ಮನೆ ಮುಂದೆ ನಿಲ್ಲಿಸಿದ್ದ ವಾಹನಗಳನ್ನು ಕಳವು ಮಾಡುತ್ತಿದ್ದ ಆರೋಪಿಗಳನ್ನು ಖಚಿತ ಮಾಹಿತಿ ಮೇರೆಗೆ ಬಂಧಿಸಲಾಗಿದೆ. ಕಾರ್ಯಾಚರಣೆಯಲ್ಲಿ ಭಾಗವಹಿಸಿದ ಸಿಬ್ಬಂದಿಯನ್ನು ಪೊಲೀಸ್ ಆಯುಕ್ತರು ಶ್ಲಾಘಿಸಿದ್ದಾರೆ.: [646, 1134, 900, 1152]
anand-headline: ಆನಂದ್ ಸಿಂಗ್, ಎಂಟಿಬಿ ಖಾತೆ ಕ್ಯಾತೆ: [706, 794, 825, 805]
portfolio-item-text: ಮುನಿರತ್ನ: ತೋಟಗಾರಿಕೆ, ಯೋಜನೆ ಮತ್ತು ಸಾಂಖ್ಯಿಕ: [584, 575, 687, 583]
flag-shape: [362, 52, 372, 60]
mid-rule: [298, 1012, 900, 1013]
bullet-icon: ●: [577, 381, 585, 389]
lead-col1-para-3: ಖಾತೆ ಹಂಚಿಕೆಯಲ್ಲಿ ಪ್ರಾದೇಶಿಕ ಹಾಗೂ ಜಾತಿ ಸಮತೋಲನ ಕಾಯ್ದುಕೊಳ್ಳಲು ಪ್ರಯತ್ನಿಸಲಾಗಿದ್ದು, ಕಳೆದ ಸರ್ಕಾರದಲ್ಲಿ ಸಚಿವರಾಗಿದ್ದ 15 ಮಂದಿಗೆ ಹಿಂದಿನ ಖಾತೆಗಳನ್ನೇ ನೀಡಲಾಗಿದೆ.: [298, 305, 434, 332]
portfolio-item: [577, 372, 703, 380]
letter4-signoff: – ಎಸ್.ಆರ್. ವಿಜಯಕುಮಾರ್, ಮಾನಸೀನಗರ, ಮೈಸೂರು.: [165, 1250, 290, 1259]
portfolio-item-text: ಬಿ.ಸಿ. ಪಾಟೀಲ್: ಕೃಷಿ: [584, 440, 628, 448]
letter4-headline-2: ಕುಡಿಯುವ ನೀರಿನ ಸೌಲಭ್ಯ ಕಲ್ಪಿಸಿ: [106, 1190, 232, 1204]
bullet-icon: ●: [577, 323, 585, 331]
paper-logo: ಮೈಸೂರು ಮಿತ್ರ: [105, 169, 235, 191]
letter3-salutation: ಮಾನ್ಯರೆ,: [48, 1072, 67, 1080]
letters-banner-label: ನಿಮ್ಮ ಪತ್ರಗಳು: [48, 342, 168, 364]
cm-para-3: ಹೈಕಮಾಂಡ್ ಮಾರ್ಗದರ್ಶನದಂತೆ ಪಟ್ಟಿ ಸಿದ್ಧಪಡಿಸಲಾಗಿದ್ದು ಯಾವುದೇ ಗೊಂದಲವಿಲ್ಲ. ಜನರ ನಿರೀಕ್ಷೆಗೆ ತಕ್ಕಂತೆ ಸರ್ಕಾರ ಕಾರ್ಯನಿರ್ವಹಿಸಲಿದೆ.: [710, 350, 900, 368]
students-photo: [430, 1032, 538, 1110]
barricade-shape: [138, 708, 180, 770]
bullet-icon: ●: [300, 164, 308, 174]
letters-banner: [48, 342, 290, 364]
building-body: [304, 104, 432, 158]
portfolio-item: [577, 283, 703, 291]
lead-col2-para-2: ಪ್ರವಾಹ ಪರಿಸ್ಥಿತಿ ಹಾಗೂ ಕೋವಿಡ್ ನಿರ್ವಹಣೆಗೆ ಆದ್ಯತೆ ನೀಡುವಂತೆ ಉಸ್ತುವಾರಿ ಸಚಿವರಿಗೆ ಸೂಚನೆ ನೀಡಲಾಗಿದ್ದು, ಜಿಲ್ಲಾ ಪ್ರವಾಸ ಕೈಗೊಳ್ಳುವಂತೆ ತಿಳಿಸಲಾಗಿದೆ.: [438, 229, 568, 257]
bsy-subheads: [303, 818, 693, 830]
letter1-signoff: – ಎಂ.ಆರ್. ಶರತ್, ಪಡುವ ಕರ್ನಾಟಕ ಜನಪರ ಸಂಘಟನೆ ಅಧ್ಯಕ್ಷರು, ಮೈಸೂರು.: [122, 520, 290, 529]
portfolio-box: [572, 200, 706, 738]
bsy-body: [455, 875, 519, 901]
imprint-line-4: (Opposite Big Bus), Mysore-570 001. Ph: 2428695. RNI Reg. No. 36581 / 1980 E-mail address: mysoorumithra@gmail.com For advertisements: mysoorumithra@gmail.com: [48, 1351, 709, 1360]
cm-para-5: ಆರ್ಥಿಕ ಶಿಸ್ತು ಕಾಪಾಡಿಕೊಂಡು ಅಭಿವೃದ್ಧಿ ಯೋಜನೆಗಳನ್ನು ಜಾರಿಗೆ ತರಲಾಗುವುದು. ರೈತರ ಮಕ್ಕಳಿಗೆ ವಿದ್ಯಾರ್ಥಿ ವೇತನ ಸೇರಿದಂತೆ ಘೋಷಿಸಿರುವ ಯೋಜನೆಗಳ ಅನುಷ್ಠಾನಕ್ಕೆ ಆದೇಶ ಹೊರಡಿಸಲಾಗಿದೆ.: [710, 400, 900, 427]
